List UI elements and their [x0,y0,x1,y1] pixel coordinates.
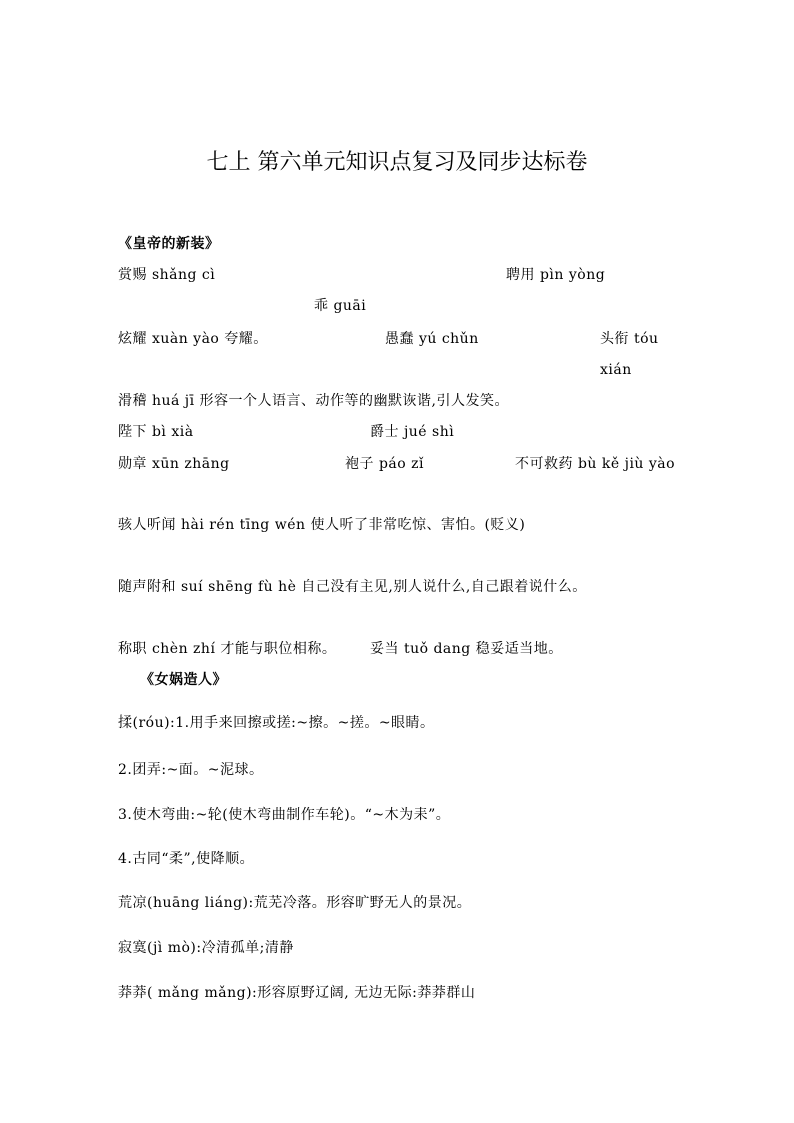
definition-rou-1: 揉(róu):1.用手来回擦或搓:~擦。~搓。~眼睛。 [118,715,435,731]
definition-mangmang: 莽莽( mǎng mǎng):形容原野辽阔, 无边无际:莽莽群山 [118,985,476,1001]
vocab-chenzhi: 称职 chèn zhí 才能与职位相称。 [118,641,337,657]
vocab-xuanyao: 炫耀 xuàn yào 夸耀。 [118,331,268,347]
section-heading-nuwa: 《女娲造人》 [140,672,227,688]
vocab-xunzhang: 勋章 xūn zhāng [118,456,230,472]
vocab-pinyong: 聘用 pìn yòng [506,267,606,283]
vocab-tuodang: 妥当 tuǒ dang 稳妥适当地。 [370,641,563,657]
vocab-bixia: 陛下 bì xià [118,424,194,440]
definition-rou-2: 2.团弄:~面。~泥球。 [118,762,264,778]
vocab-guai: 乖 guāi [314,298,367,314]
vocab-yuchun: 愚蠢 yú chǔn [385,331,479,347]
vocab-huaji: 滑稽 huá jī 形容一个人语言、动作等的幽默诙谐,引人发笑。 [118,393,509,409]
vocab-suishengfuhe: 随声附和 suí shēng fù hè 自己没有主见,别人说什么,自己跟着说什么。 [118,579,587,595]
vocab-shangci: 赏赐 shǎng cì [118,267,216,283]
definition-huangliang: 荒凉(huāng liáng):荒芜冷落。形容旷野无人的景况。 [118,895,472,911]
page-title: 七上 第六单元知识点复习及同步达标卷 [206,150,588,175]
definition-rou-4: 4.古同“柔”,使降顺。 [118,851,255,867]
definition-rou-3: 3.使木弯曲:~轮(使木弯曲制作车轮)。“~木为耒”。 [118,807,451,823]
vocab-paozi: 袍子 páo zǐ [345,456,424,472]
vocab-jueshi: 爵士 jué shì [370,424,455,440]
section-heading-emperor: 《皇帝的新装》 [118,236,220,252]
definition-jimo: 寂寞(jì mò):冷清孤单;清静 [118,940,294,956]
vocab-bukejiuyao: 不可救药 bù kě jiù yào [515,456,676,472]
vocab-hairentingwen: 骇人听闻 hài rén tīng wén 使人听了非常吃惊、害怕。(贬义) [118,517,526,533]
vocab-touxian: 头衔 tóu xián [600,331,659,378]
